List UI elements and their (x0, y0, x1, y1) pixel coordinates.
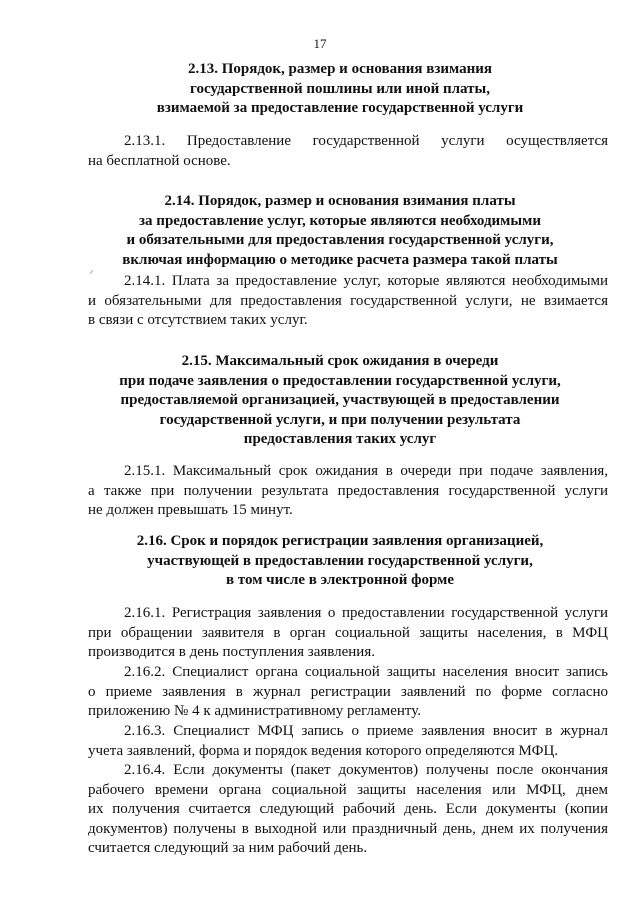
section-heading-2-15 (60, 352, 620, 450)
paragraph-line: учета заявлений, форма и порядок ведения которого определяются МФЦ. (88, 742, 559, 759)
paragraph-line: о приеме заявления в журнал регистрации заявлений по форме согласно (88, 683, 608, 700)
paragraph-2-16-1 (88, 604, 608, 663)
paragraph-line: при обращении заявителя в орган социальной защиты населения, в МФЦ (88, 624, 608, 641)
section-heading-2-13 (60, 60, 620, 119)
heading-line: государственной услуги, и при получении результата (159, 411, 521, 428)
heading-line: 2.13. Порядок, размер и основания взимания (187, 61, 493, 77)
paragraph-line: и обязательными для предоставления государственной услуги, не взимается (88, 292, 608, 309)
stray-mark: ⸝ (89, 265, 94, 276)
paragraph-2-13-1 (88, 132, 608, 171)
paragraph-2-16-4 (88, 761, 608, 859)
heading-line: в том числе в электронной форме (225, 572, 454, 588)
paragraph-line: 2.16.2. Специалист органа социальной защиты населения вносит запись (124, 664, 608, 680)
page-number: 17 (313, 36, 327, 51)
heading-line: 2.15. Максимальный срок ожидания в очереди (181, 353, 499, 369)
paragraph-line: 2.16.3. Специалист МФЦ запись о приеме заявления вносит в журнал (124, 723, 608, 739)
paragraph-line: 2.13.1. Предоставление государственной услуги осуществляется (124, 133, 608, 149)
paragraph-line: производится в день поступления заявления. (88, 644, 375, 661)
paragraph-2-16-2 (88, 663, 608, 722)
heading-line: предоставляемой организацией, участвующей в предоставлении (120, 392, 560, 408)
heading-line: 2.16. Срок и порядок регистрации заявления организацией, (136, 533, 544, 549)
heading-line: 2.14. Порядок, размер и основания взимания платы (164, 193, 516, 209)
paragraph-line: приложению № 4 к административному регламенту. (88, 703, 422, 720)
paragraph-line: в связи с отсутствием таких услуг. (88, 312, 308, 329)
heading-line: участвующей в предоставлении государственной услуги, (147, 552, 533, 569)
heading-line: государственной пошлины или иной платы, (190, 80, 490, 97)
heading-line: и обязательными для предоставления государственной услуги, (126, 232, 554, 248)
paragraph-line: а также при получении результата предоставления государственной услуги (88, 482, 608, 499)
paragraph-line: 2.14.1. Плата за предоставление услуг, которые являются необходимыми (124, 273, 608, 289)
paragraph-line: рабочего времени органа социальной защиты населения или МФЦ, днем (88, 781, 608, 798)
paragraph-2-16-3 (88, 722, 608, 761)
paragraph-line: не должен превышать 15 минут. (88, 502, 293, 519)
heading-line: при подаче заявления о предоставлении государственной услуги, (119, 372, 561, 389)
paragraph-line: считается следующий за ним рабочий день. (88, 840, 368, 857)
section-heading-2-14 (60, 192, 620, 270)
paragraph-line: документов) получены в выходной или праздничный день, днем их получения (88, 820, 608, 837)
heading-line: предоставления таких услуг (243, 431, 437, 447)
paragraph-line: на бесплатной основе. (88, 152, 231, 169)
heading-line: взимаемой за предоставление государственной услуги (156, 100, 524, 116)
section-heading-2-16 (60, 532, 620, 591)
heading-line: включая информацию о методике расчета размера такой платы (122, 251, 558, 268)
paragraph-line: 2.15.1. Максимальный срок ожидания в очереди при подаче заявления, (124, 463, 608, 479)
paragraph-line: их получения считается следующий рабочий день. Если документы (копии (88, 801, 608, 818)
paragraph-2-15-1 (88, 462, 608, 521)
paragraph-line: 2.16.1. Регистрация заявления о предоставлении государственной услуги (124, 605, 608, 621)
paragraph-line: 2.16.4. Если документы (пакет документов) получены после окончания (124, 762, 608, 778)
paragraph-2-14-1 (88, 272, 608, 331)
heading-line: за предоставление услуг, которые являются необходимыми (139, 212, 541, 229)
